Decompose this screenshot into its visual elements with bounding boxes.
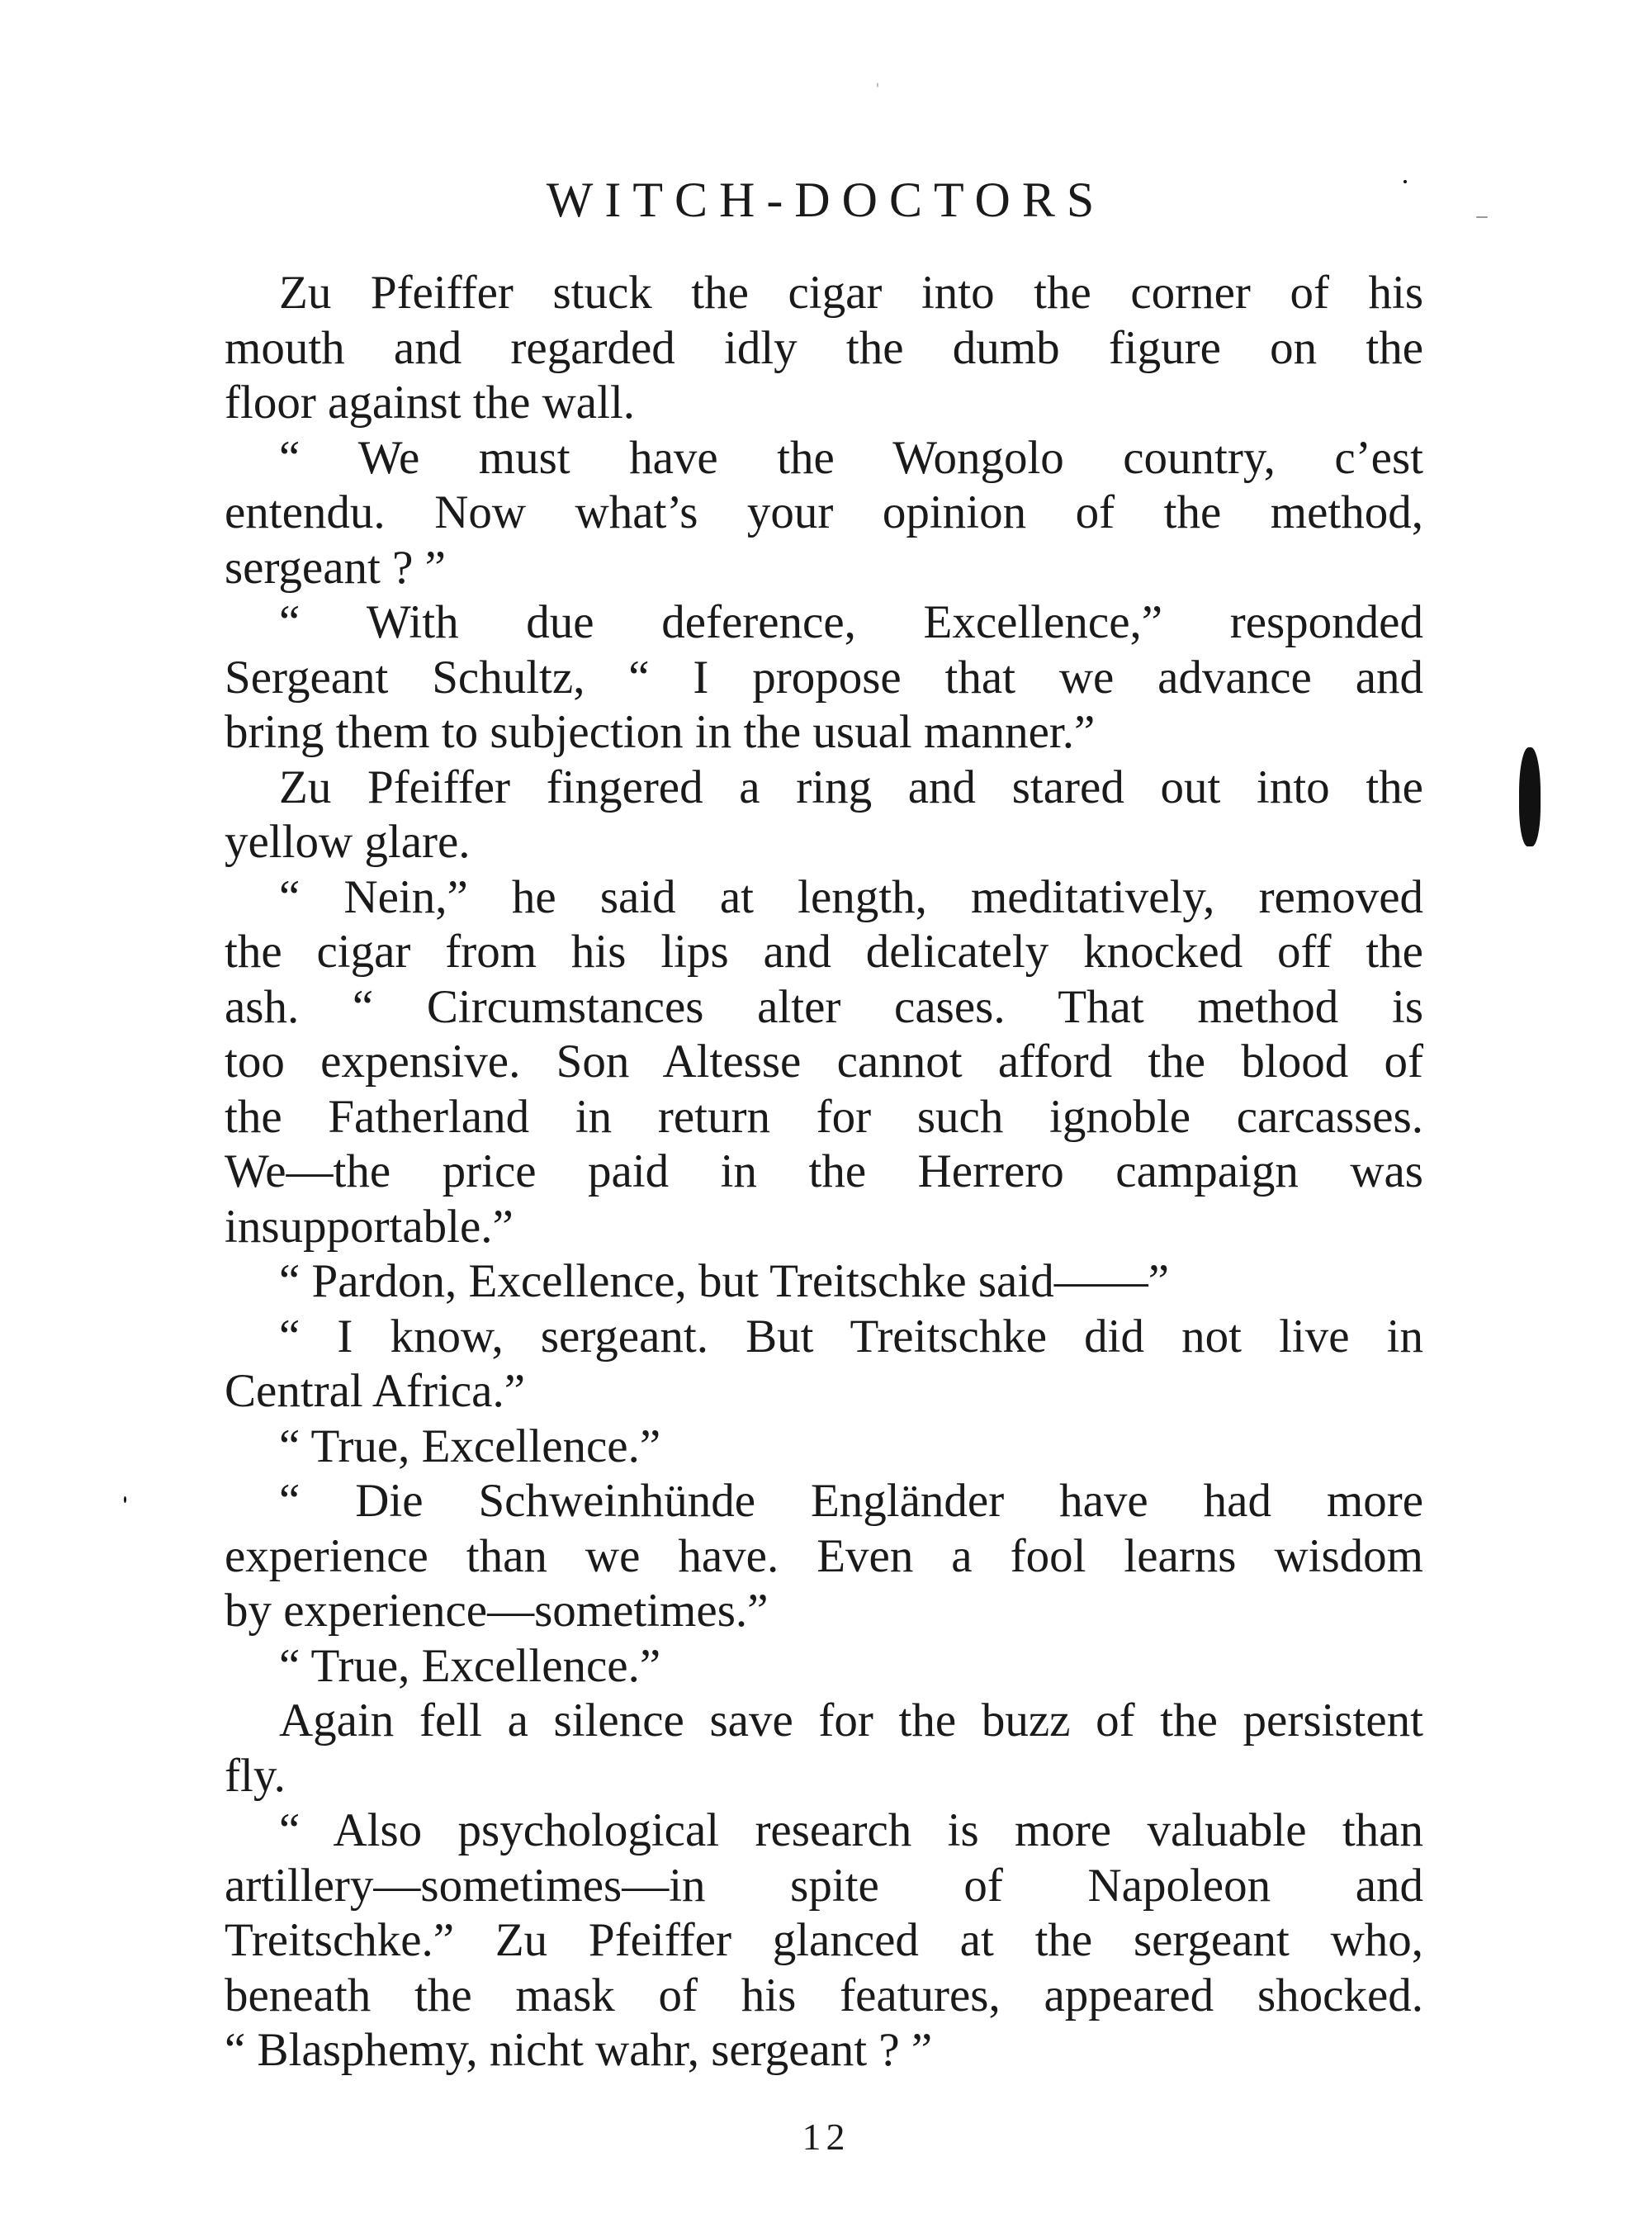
text-line: the Fatherland in return for such ignoble carcasses.	[225, 1090, 1423, 1143]
text-line: Sergeant Schultz, “ I propose that we advance and	[225, 651, 1423, 704]
ink-blot-mark	[1519, 747, 1541, 846]
text-line: mouth and regarded idly the dumb figure on the	[225, 321, 1423, 374]
text-line: beneath the mask of his features, appeared shocked.	[225, 1969, 1423, 2021]
text-line: bring them to subjection in the usual manner.”	[225, 706, 1096, 758]
text-line: “ Also psychological research is more valuable than	[279, 1804, 1423, 1856]
text-line: Zu Pfeiffer fingered a ring and stared out into the	[279, 761, 1423, 813]
text-line: entendu. Now what’s your opinion of the method,	[225, 486, 1423, 538]
text-line: “ True, Excellence.”	[279, 1639, 661, 1692]
text-line: floor against the wall.	[225, 377, 636, 429]
text-line: too expensive. Son Altesse cannot afford the blood of	[225, 1036, 1423, 1088]
text-line: by experience—sometimes.”	[225, 1585, 769, 1637]
page-number: 12	[802, 2116, 850, 2158]
text-line: “ Die Schweinhünde Engländer have had more	[279, 1475, 1423, 1527]
ink-speck	[877, 83, 878, 88]
text-line: ash. “ Circumstances alter cases. That method is	[225, 980, 1423, 1033]
text-line: insupportable.”	[225, 1200, 514, 1253]
text-line: “ Pardon, Excellence, but Treitschke said——”	[279, 1255, 1169, 1307]
text-line: yellow glare.	[225, 816, 471, 868]
ink-speck	[1403, 180, 1407, 183]
text-line: “ Nein,” he said at length, meditatively, removed	[279, 870, 1423, 923]
text-line: Central Africa.”	[225, 1365, 525, 1417]
text-line: “ True, Excellence.”	[279, 1419, 661, 1472]
ink-speck	[124, 1496, 126, 1503]
text-line: Again fell a silence save for the buzz of the persistent	[279, 1694, 1423, 1746]
text-line: experience than we have. Even a fool learns wisdom	[225, 1529, 1423, 1582]
running-title: WITCH-DOCTORS	[546, 173, 1106, 227]
text-line: artillery—sometimes—in spite of Napoleon and	[225, 1859, 1423, 1912]
text-line: sergeant ? ”	[225, 541, 446, 594]
text-line: “ I know, sergeant. But Treitschke did not live in	[279, 1310, 1423, 1363]
ink-speck	[1476, 216, 1488, 218]
text-line: We—the price paid in the Herrero campaign was	[225, 1145, 1423, 1197]
text-line: “ Blasphemy, nicht wahr, sergeant ? ”	[225, 2024, 933, 2076]
text-line: “ With due deference, Excellence,” responded	[279, 596, 1423, 648]
text-line: Treitschke.” Zu Pfeiffer glanced at the sergeant who,	[225, 1914, 1423, 1966]
text-line: “ We must have the Wongolo country, c’est	[279, 431, 1423, 484]
body-text	[225, 266, 1423, 2078]
text-line: fly.	[225, 1749, 286, 1802]
text-line: the cigar from his lips and delicately knocked off the	[225, 926, 1423, 978]
text-line: Zu Pfeiffer stuck the cigar into the corner of his	[279, 267, 1423, 319]
